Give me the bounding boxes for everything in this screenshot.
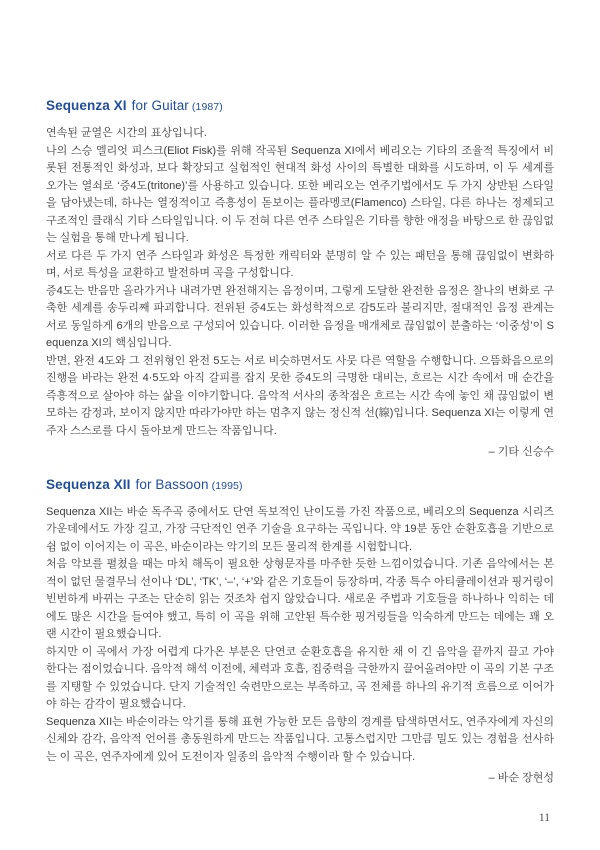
paragraph: 연속된 균열은 시간의 표상입니다.	[46, 127, 207, 139]
paragraph: 반면, 완전 4도와 그 전위형인 완전 5도는 서로 비슷하면서도 사뭇 다른 역할을 수행합니다. 으뜸화음으로의 진행을 바라는 완전 4·5도와 아직 갈피를 잡지 못한 증4도의 극명한 대비는, 흐르는 시간 속에서 매 순간을 즉흥적으로 살아야 하는 삶을 이야기합니다. 음악적 서사의 종착점은 흐르는 시간 속에 놓인 채 끊임없이 변모하는 감정과, 보이지 않지만 따라가야만 하는 멈추지 않는 정신적 선(線)입니다. Sequenza XI는 이렇게 연주자 스스로를 다시 돌아보게 만드는 작품입니다.	[46, 354, 554, 437]
signature-bassoonist: – 바순 장현성	[488, 772, 554, 784]
paragraph: Sequenza XII는 바순 독주곡 중에서도 단연 독보적인 난이도를 가진 작품으로, 베리오의 Sequenza 시리즈 가운데에서도 가장 길고, 가장 극단적인 연주 기술을 요구하는 곡입니다. 약 19분 동안 순환호흡을 기반으로 쉼 없이 이어지는 이 곡은, 바순이라는 악기의 모든 물리적 한계를 시험합니다.	[46, 505, 554, 553]
paragraph: Sequenza XII는 바순이라는 악기를 통해 표현 가능한 모든 음향의 경계를 탐색하면서도, 연주자에게 자신의 신체와 감각, 음악적 언어를 총동원하게 만드는 작품입니다. 고통스럽지만 그만큼 밀도 있는 경험을 선사하는 이 곡은, 연주자에게 있어 도전이자 일종의 음악적 수행이라 할 수 있습니다.	[46, 715, 554, 763]
piece-year: (1995)	[211, 479, 243, 492]
piece-instrument: for Guitar	[131, 98, 189, 113]
paragraph: 나의 스승 엘리엇 피스크(Eliot Fisk)를 위해 작곡된 Sequenza XI에서 베리오는 기타의 조율적 특징에서 비롯된 전통적인 화성과, 보다 확장되고 실험적인 현대적 화성 사이의 특별한 대화를 시도하며, 이 두 세계를 오가는 열쇠로 ‘증4도(tritone)’를 사용하고 있습니다. 또한 베리오는 연주기법에서도 두 가지 상반된 스타일을 담아냈는데, 하나는 열정적이고 즉흥성이 돋보이는 플라멩코(Flamenco) 스타일, 다른 하나는 정제되고 구조적인 클래식 기타 스타일입니다. 이 두 전혀 다른 연주 스타일은 기타를 향한 애정을 바탕으로 한 끊임없는 실험을 통해 만나게 됩니다.	[46, 144, 554, 244]
piece-name: Sequenza XII	[46, 476, 131, 492]
paragraph: 서로 다른 두 가지 연주 스타일과 화성은 특정한 캐릭터와 분명히 알 수 있는 패턴을 통해 끊임없이 변화하며, 서로 특성을 교환하고 발전하며 곡을 구성합니다.	[46, 249, 554, 279]
paragraph: 하지만 이 곡에서 가장 어렵게 다가온 부분은 단연코 순환호흡을 유지한 채 이 긴 음악을 끝까지 끌고 가야 한다는 점이었습니다. 음악적 해석 이전에, 체력과 호흡, 집중력을 극한까지 끌어올려야만 이 곡의 기본 구조를 지탱할 수 있었습니다. 단지 기술적인 숙련만으로는 부족하고, 곡 전체를 하나의 유기적 흐름으로 이어가야 하는 감각이 필요했습니다.	[46, 645, 554, 710]
section-sequenza-xii	[46, 476, 554, 788]
piece-title-sequenza-xi	[46, 97, 554, 116]
piece-instrument: for Bassoon	[135, 476, 209, 492]
piece-title-sequenza-xii	[46, 476, 554, 495]
signature-guitarist: – 기타 신승수	[488, 446, 554, 458]
section-sequenza-xi	[46, 97, 554, 462]
piece-name: Sequenza XI	[46, 98, 127, 113]
paragraph: 처음 악보를 펼쳤을 때는 마치 해독이 필요한 상형문자를 마주한 듯한 느낌이었습니다. 기존 음악에서는 본 적이 없던 물결무늬 선이나 ‘DL’, ‘TK’, ‘–’, ‘+’와 같은 기호들이 등장하며, 각종 특수 아티큘레이션과 핑거링이 빈번하게 바뀌는 구조는 단순히 읽는 것조차 쉽지 않았습니다. 새로운 주법과 기호들을 하나하나 익히는 데에도 많은 시간을 들여야 했고, 특히 이 곡을 위해 고안된 특수한 핑거링들을 익숙하게 만드는 데에는 꽤 오랜 시간이 필요했습니다.	[46, 558, 554, 640]
paragraph: 증4도는 반음만 올라가거나 내려가면 완전해지는 음정이며, 그렇게 도달한 완전한 음정은 찰나의 변화로 구축한 세계를 송두리째 파괴합니다. 전위된 증4도는 화성학적으로 감5도라 불리지만, 절대적인 음정 관계는 서로 동일하게 6개의 반음으로 구성되어 있습니다. 이러한 음정을 매개체로 끊임없이 분출하는 ‘이중성’이 Sequenza XI의 핵심입니다.	[46, 284, 554, 349]
page-number: 11	[538, 812, 550, 824]
piece-year: (1987)	[191, 101, 223, 113]
